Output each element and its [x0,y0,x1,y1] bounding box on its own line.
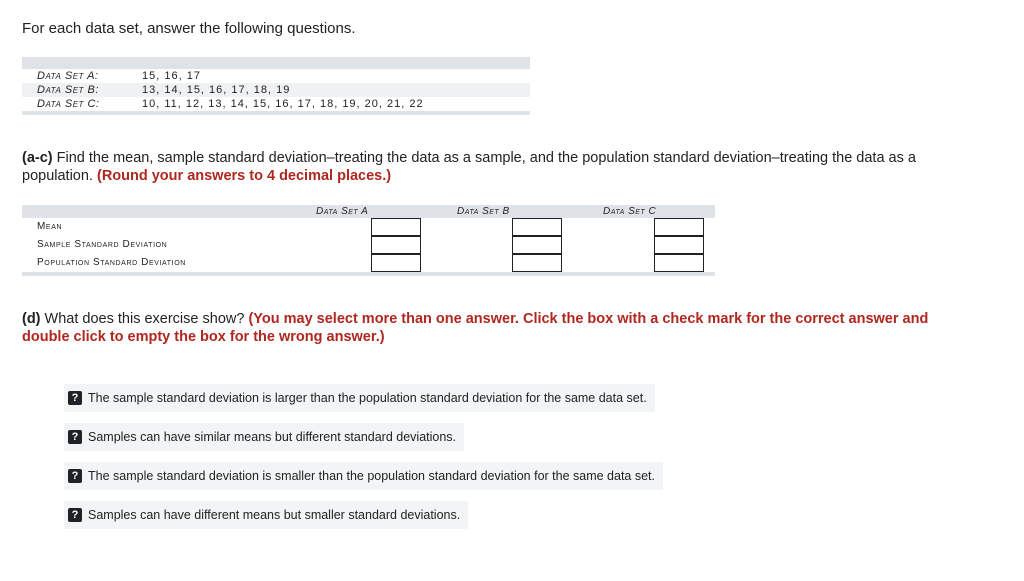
answer-option-text: The sample standard deviation is smaller than the population standard deviation for the same data set. [88,469,656,483]
sample-sd-c-input[interactable] [654,236,704,254]
question-ac [22,149,952,185]
question-mark-checkbox[interactable]: ? [68,508,82,522]
mean-c-input[interactable] [654,218,704,236]
answer-option[interactable] [64,501,468,529]
data-set-row [22,69,530,83]
sample-sd-a-field[interactable] [372,237,420,253]
data-set-label: Data Set C: [37,98,100,110]
row-label-mean: Mean [37,221,63,232]
column-header-data-set-c: Data Set C [603,206,657,217]
data-set-values: 10, 11, 12, 13, 14, 15, 16, 17, 18, 19, 20, 21, 22 [142,98,424,110]
question-d [22,310,952,346]
data-set-label: Data Set B: [37,84,99,96]
answer-row-population-sd [22,254,715,272]
data-set-values: 13, 14, 15, 16, 17, 18, 19 [142,84,291,96]
answer-option[interactable] [64,384,655,412]
answer-option[interactable] [64,462,663,490]
sample-sd-c-field[interactable] [655,237,703,253]
population-sd-c-input[interactable] [654,254,704,272]
sample-sd-b-input[interactable] [512,236,562,254]
column-header-data-set-b: Data Set B [457,206,510,217]
question-ac-text: Find the mean, sample standard deviation–treating the data as a sample, and the population standard deviation–treating the data as a population. [22,150,916,184]
row-label-sample-sd: Sample Standard Deviation [37,239,168,250]
data-set-label: Data Set A: [37,70,99,82]
answer-option-text: Samples can have similar means but different standard deviations. [88,430,457,444]
row-label-population-sd: Population Standard Deviation [37,257,186,268]
sample-sd-b-field[interactable] [513,237,561,253]
population-sd-b-field[interactable] [513,255,561,271]
intro-text: For each data set, answer the following questions. [22,20,356,37]
mean-c-field[interactable] [655,219,703,235]
mean-b-field[interactable] [513,219,561,235]
answer-row-mean [22,218,715,236]
question-mark-checkbox[interactable]: ? [68,469,82,483]
question-mark-checkbox[interactable]: ? [68,430,82,444]
question-ac-label: (a-c) [22,150,53,166]
mean-a-field[interactable] [372,219,420,235]
data-set-values: 15, 16, 17 [142,70,201,82]
question-d-instruction: (You may select more than one answer. Click the box with a check mark for the correct answer and double click to empty the box for the wrong answer.) [22,311,929,345]
population-sd-c-field[interactable] [655,255,703,271]
mean-b-input[interactable] [512,218,562,236]
sample-sd-a-input[interactable] [371,236,421,254]
data-set-row [22,97,530,111]
answer-option-text: Samples can have different means but smaller standard deviations. [88,508,461,522]
question-mark-checkbox[interactable]: ? [68,391,82,405]
answer-option-text: The sample standard deviation is larger than the population standard deviation for the same data set. [88,391,647,405]
question-ac-instruction: (Round your answers to 4 decimal places.) [96,168,392,184]
data-sets-table [22,57,530,115]
question-d-label: (d) [22,311,41,327]
data-set-row [22,83,530,97]
answer-row-sample-sd [22,236,715,254]
column-header-data-set-a: Data Set A [316,206,369,217]
population-sd-a-input[interactable] [371,254,421,272]
answer-option[interactable] [64,423,464,451]
population-sd-b-input[interactable] [512,254,562,272]
question-d-text: What does this exercise show? [40,311,249,327]
mean-a-input[interactable] [371,218,421,236]
population-sd-a-field[interactable] [372,255,420,271]
answer-table [22,205,715,276]
